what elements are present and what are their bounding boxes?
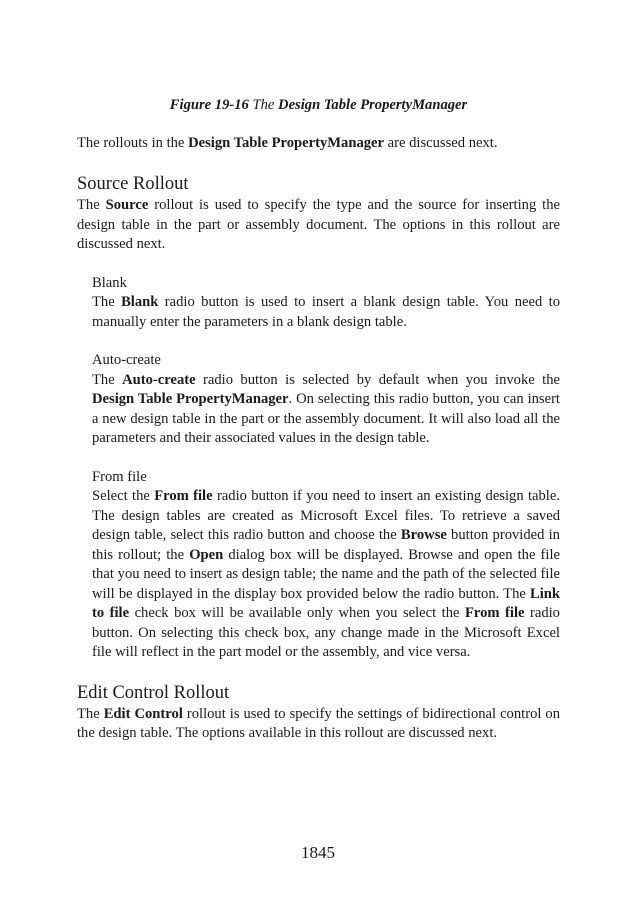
option-blank-title: Blank [92, 274, 127, 291]
option-from-file-title: From file [92, 468, 147, 485]
page-number: 1845 [301, 843, 335, 862]
body-bold: Source [105, 197, 149, 213]
option-blank [92, 274, 560, 333]
body-text: dialog box will be displayed. Browse and open the file that you need to insert as design table; the name and the path of the selected file will be displayed in the display box provided below the radio button. The [92, 546, 560, 602]
figure-caption [77, 96, 560, 116]
intro-text: are discussed next. [384, 134, 498, 151]
body-bold: Edit Control [103, 705, 183, 722]
intro-paragraph [77, 134, 560, 154]
body-text: The [77, 705, 104, 722]
body-bold: Open [189, 546, 224, 563]
body-text: button provided in this rollout; the [92, 527, 560, 563]
intro-bold: Design Table PropertyManager [188, 134, 384, 151]
source-rollout-paragraph [77, 196, 560, 255]
body-text: The [92, 294, 122, 310]
option-from-file [92, 468, 560, 663]
body-bold: Design Table PropertyManager [92, 391, 289, 407]
option-auto-create-paragraph [92, 371, 560, 449]
body-text: radio button. On selecting this check box, any change made in the Microsoft Excel file will reflect in the part model or the assembly, and vice versa. [92, 605, 560, 660]
option-auto-create [92, 351, 560, 449]
body-bold: From file [464, 605, 525, 621]
body-text: rollout is used to specify the settings of bidirectional control on the design table. The options available in this rollout are discussed next. [77, 705, 561, 741]
option-from-file-paragraph [92, 487, 560, 663]
body-bold: Browse [400, 527, 447, 543]
body-text: radio button if you need to insert an existing design table. The design tables are created as Microsoft Excel files. To retrieve a saved design table, select this radio button and choose the [92, 488, 560, 543]
body-text: rollout is used to specify the type and the source for inserting the design table in the part or assembly document. The options in this rollout are discussed next. [77, 197, 560, 252]
body-text: . On selecting this radio button, you can insert a new design table in the part or the assembly document. It will also load all the parameters and their associated values in the design table. [92, 391, 560, 446]
body-text: radio button is selected by default when you invoke the [195, 371, 560, 388]
body-text: The [77, 197, 106, 213]
body-bold: From file [154, 488, 213, 504]
edit-control-rollout-heading: Edit Control Rollout [77, 682, 230, 703]
option-auto-create-title: Auto-create [92, 352, 161, 368]
body-text: Select the [92, 488, 155, 504]
source-rollout-heading: Source Rollout [77, 174, 189, 194]
body-bold: Blank [121, 294, 159, 310]
body-text: The [92, 371, 123, 388]
page-content [77, 96, 560, 744]
option-blank-paragraph [92, 293, 560, 332]
edit-control-rollout-paragraph [77, 705, 560, 744]
figure-caption-the: The [248, 97, 279, 113]
body-bold: Link to file [92, 585, 560, 621]
body-text: check box will be available only when you select the [129, 605, 465, 621]
figure-caption-title: Design Table PropertyManager [278, 97, 468, 113]
figure-label: Figure 19-16 [169, 97, 249, 113]
body-bold: Auto-create [122, 371, 196, 388]
intro-text: The rollouts in the [77, 134, 189, 151]
body-text: radio button is used to insert a blank design table. You need to manually enter the parameters in a blank design table. [92, 294, 560, 330]
